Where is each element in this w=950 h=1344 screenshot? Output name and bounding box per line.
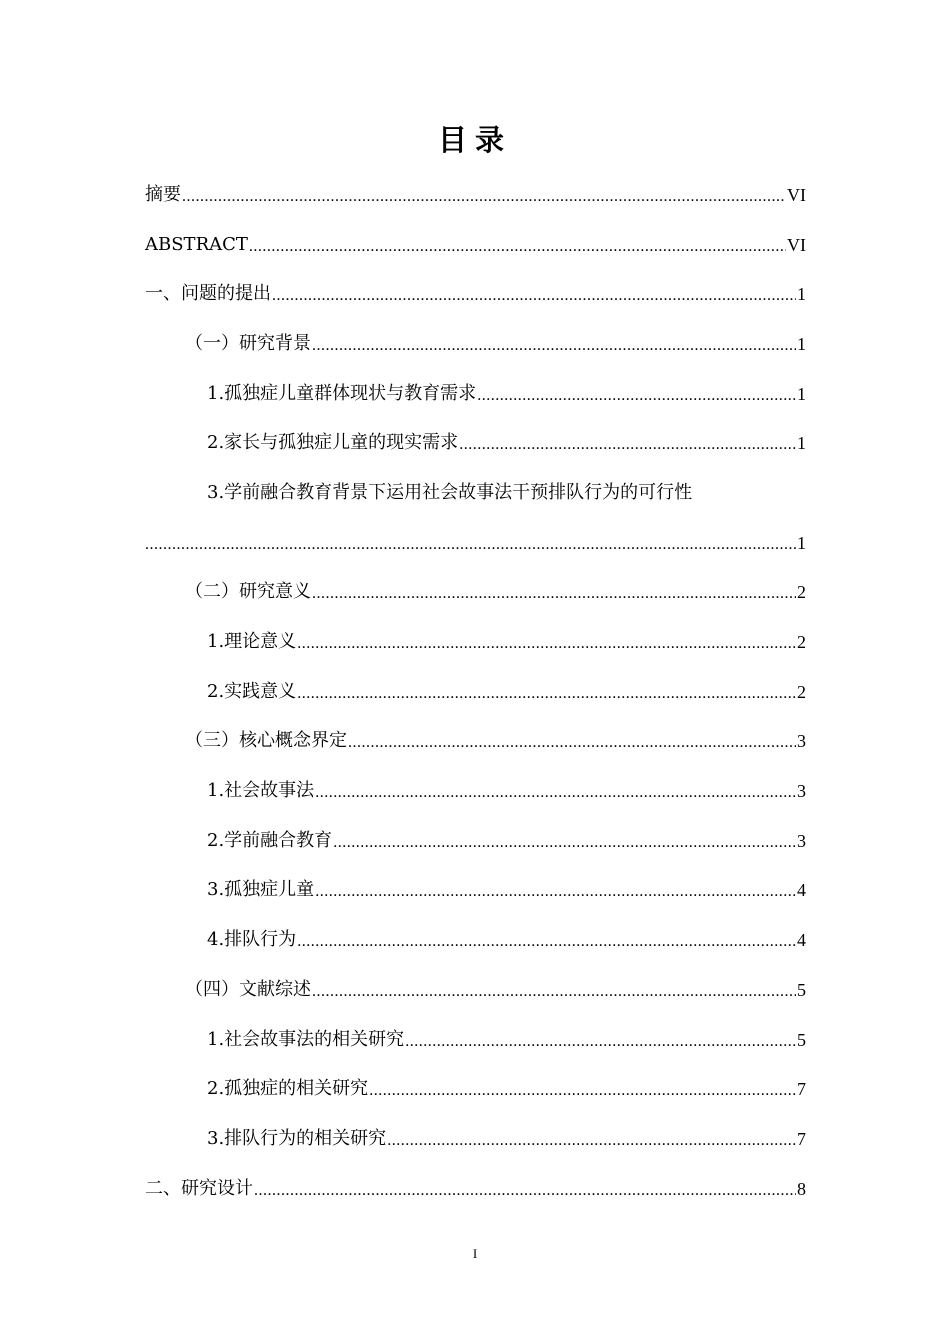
toc-entry-label: （一）研究背景	[185, 332, 311, 354]
dot-leader	[348, 731, 796, 755]
toc-entry-section-1-4[interactable]	[145, 965, 806, 1015]
dot-leader	[315, 781, 796, 805]
toc-entry-page: 3	[797, 830, 806, 851]
dot-leader	[405, 1030, 796, 1054]
toc-entry-label: 2.实践意义	[207, 680, 297, 702]
toc-entry-label: 2.孤独症的相关研究	[207, 1078, 369, 1100]
dot-leader	[272, 284, 796, 308]
toc-entry-abstract-cn[interactable]	[145, 170, 806, 220]
toc-entry-item[interactable]	[145, 866, 806, 916]
dot-leader	[254, 1179, 796, 1203]
toc-entry-chapter-2[interactable]	[145, 1164, 806, 1214]
toc-entry-label: 3.学前融合教育背景下运用社会故事法干预排队行为的可行性	[207, 481, 693, 503]
toc-entry-item[interactable]	[145, 667, 806, 717]
dot-leader	[312, 334, 796, 358]
toc-entry-page: 2	[797, 582, 806, 603]
toc-entry-item[interactable]	[145, 1114, 806, 1164]
dot-leader	[315, 880, 796, 904]
dot-leader	[145, 533, 796, 557]
toc-title: 目录	[437, 123, 512, 157]
toc-entry-page: 1	[797, 284, 806, 305]
toc-entry-label: ABSTRACT	[145, 233, 248, 255]
toc-entry-label: 4.排队行为	[207, 929, 297, 951]
toc-entry-page: 1	[797, 433, 806, 454]
toc-entry-label: 2.家长与孤独症儿童的现实需求	[207, 432, 459, 454]
dot-leader	[387, 1129, 796, 1153]
page-number-footer: I	[472, 1246, 478, 1261]
dot-leader	[333, 831, 796, 855]
toc-entry-item[interactable]	[145, 1064, 806, 1114]
toc-entry-item[interactable]	[145, 915, 806, 965]
toc-entry-page: 1	[797, 333, 806, 354]
dot-leader	[369, 1079, 796, 1103]
toc-entry-page: 4	[797, 930, 806, 951]
toc-entry-page: 4	[797, 880, 806, 901]
toc-entry-label: 3.孤独症儿童	[207, 879, 315, 901]
toc-entry-item[interactable]	[145, 766, 806, 816]
toc-entry-label: 2.学前融合教育	[207, 829, 333, 851]
dot-leader	[297, 682, 796, 706]
toc-entry-item[interactable]	[145, 369, 806, 419]
toc-entry-item[interactable]	[145, 617, 806, 667]
dot-leader	[459, 433, 796, 457]
dot-leader	[297, 930, 796, 954]
dot-leader	[249, 235, 786, 259]
toc-entry-page: VI	[787, 184, 806, 205]
dot-leader	[312, 980, 796, 1004]
table-of-contents	[145, 170, 806, 1213]
toc-entry-page: 5	[797, 1029, 806, 1050]
toc-entry-item[interactable]	[145, 816, 806, 866]
dot-leader	[312, 582, 796, 606]
toc-entry-section-1-2[interactable]	[145, 568, 806, 618]
toc-entry-label: 一、问题的提出	[145, 283, 271, 305]
toc-entry-page: 7	[797, 1128, 806, 1149]
toc-entry-page: 5	[797, 979, 806, 1000]
toc-entry-label: 二、研究设计	[145, 1177, 253, 1199]
toc-entry-label: 摘要	[145, 183, 181, 205]
toc-entry-item-wrapped[interactable]	[145, 468, 806, 518]
toc-entry-label: （三）核心概念界定	[185, 730, 347, 752]
dot-leader	[297, 632, 796, 656]
toc-entry-page: 1	[797, 532, 806, 553]
toc-entry-label: （二）研究意义	[185, 581, 311, 603]
toc-entry-page: 2	[797, 681, 806, 702]
toc-entry-page: 1	[797, 383, 806, 404]
toc-entry-page: 3	[797, 781, 806, 802]
dot-leader	[477, 384, 796, 408]
toc-entry-label: 3.排队行为的相关研究	[207, 1127, 387, 1149]
toc-entry-chapter-1[interactable]	[145, 269, 806, 319]
toc-entry-page: 7	[797, 1079, 806, 1100]
toc-entry-item[interactable]	[145, 1015, 806, 1065]
toc-entry-label: （四）文献综述	[185, 978, 311, 1000]
dot-leader	[182, 185, 786, 209]
toc-entry-label: 1.孤独症儿童群体现状与教育需求	[207, 382, 477, 404]
toc-entry-item-wrapped-continuation[interactable]	[145, 518, 806, 568]
toc-entry-section-1-1[interactable]	[145, 319, 806, 369]
toc-entry-label: 1.社会故事法的相关研究	[207, 1028, 405, 1050]
toc-entry-section-1-3[interactable]	[145, 717, 806, 767]
toc-entry-page: 8	[797, 1178, 806, 1199]
toc-entry-item[interactable]	[145, 418, 806, 468]
toc-entry-page: 2	[797, 632, 806, 653]
toc-entry-page: VI	[787, 234, 806, 255]
toc-entry-abstract-en[interactable]	[145, 220, 806, 270]
toc-entry-label: 1.社会故事法	[207, 780, 315, 802]
toc-entry-label: 1.理论意义	[207, 631, 297, 653]
toc-entry-page: 3	[797, 731, 806, 752]
